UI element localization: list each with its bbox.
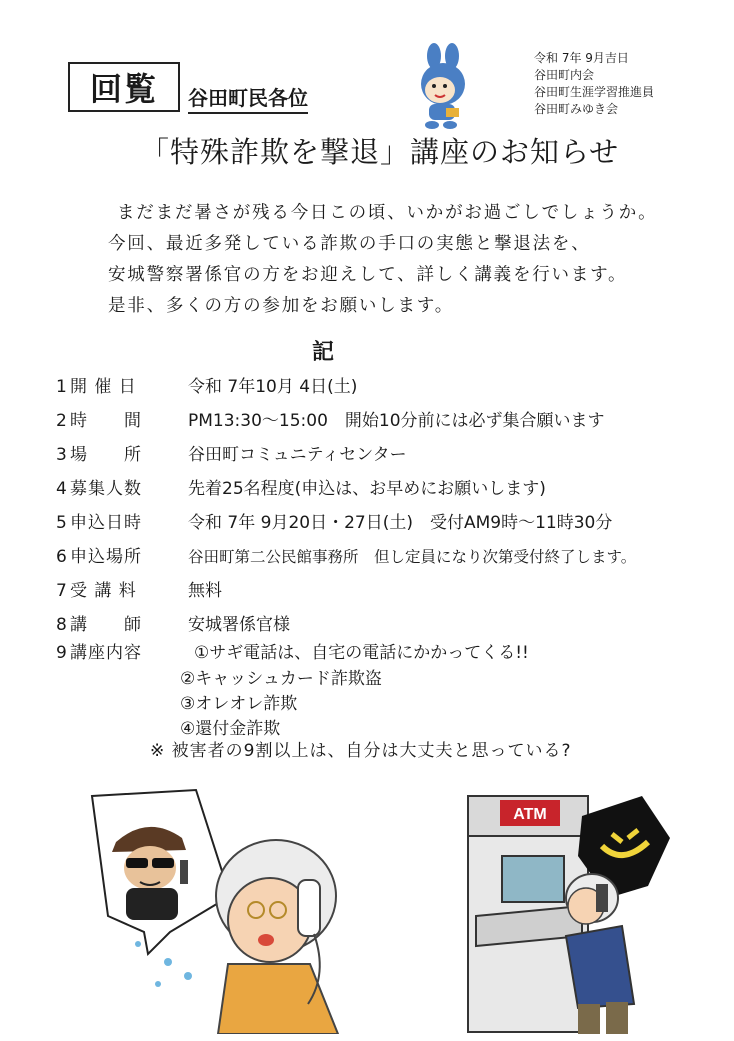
scam-call-illustration xyxy=(78,784,378,1034)
item-course-content xyxy=(56,638,529,663)
item-num: 6 xyxy=(56,547,67,567)
item-label: 場 所 xyxy=(70,445,142,465)
issuer-3: 谷田町みゆき会 xyxy=(534,102,619,116)
item-application-place xyxy=(56,542,636,567)
item-value: 安城署係官様 xyxy=(188,615,290,635)
item-label: 時 間 xyxy=(70,411,142,431)
item-capacity xyxy=(56,474,546,499)
item-num: 3 xyxy=(56,445,67,465)
item-num: 1 xyxy=(56,377,67,397)
item-date xyxy=(56,372,357,397)
item-num: 7 xyxy=(56,581,67,601)
item-value: ①サギ電話は、自宅の電話にかかってくる!! xyxy=(194,643,529,663)
item-fee xyxy=(56,576,222,601)
item-label: 申込場所 xyxy=(70,547,142,567)
issuer-2: 谷田町生涯学習推進員 xyxy=(534,85,655,99)
mascot-illustration xyxy=(412,42,474,132)
course-item-4: ④還付金詐欺 xyxy=(180,719,281,739)
issuer-block xyxy=(534,50,654,118)
addressee: 谷田町民各位 xyxy=(188,82,308,114)
item-value: 令和 7年 9月20日・27日(土) 受付AM9時〜11時30分 xyxy=(188,513,613,533)
item-label: 開 催 日 xyxy=(70,377,137,397)
ki-heading: 記 xyxy=(312,340,335,365)
item-value: PM13:30〜15:00 開始10分前には必ず集合願います xyxy=(188,411,605,431)
warning-note: ※ 被害者の9割以上は、自分は大丈夫と思っている? xyxy=(150,741,572,761)
item-time xyxy=(56,406,605,431)
atm-label: ATM xyxy=(513,806,547,823)
item-application-date xyxy=(56,508,612,533)
item-value: 谷田町コミュニティセンター xyxy=(188,445,407,465)
item-value: 谷田町第二公民館事務所 但し定員になり次第受付終了します。 xyxy=(188,548,637,566)
item-value: 先着25名程度(申込は、お早めにお願いします) xyxy=(188,479,546,499)
item-num: 5 xyxy=(56,513,67,533)
item-num: 4 xyxy=(56,479,67,499)
intro-text xyxy=(108,198,657,322)
item-label: 募集人数 xyxy=(70,479,142,499)
item-label: 受 講 料 xyxy=(70,581,137,601)
notice-title: 「特殊詐欺を撃退」講座のお知らせ xyxy=(140,135,620,169)
intro-line-4: 是非、多くの方の参加をお願いします。 xyxy=(108,296,454,316)
kairan-label: 回覧 xyxy=(68,62,180,112)
item-num: 8 xyxy=(56,615,67,635)
item-label: 講座内容 xyxy=(70,643,142,663)
course-item-3: ③オレオレ詐欺 xyxy=(180,694,298,714)
item-num: 2 xyxy=(56,411,67,431)
intro-line-3: 安城警察署係官の方をお迎えして、詳しく講義を行います。 xyxy=(108,265,628,285)
course-item-2: ②キャッシュカード詐欺盗 xyxy=(180,669,382,689)
item-value: 令和 7年10月 4日(土) xyxy=(188,377,358,397)
issuer-1: 谷田町内会 xyxy=(534,68,595,82)
intro-line-1: まだまだ暑さが残る今日この頃、いかがお過ごしでしょうか。 xyxy=(117,203,658,223)
intro-line-2: 今回、最近多発している詐欺の手口の実態と撃退法を、 xyxy=(108,234,591,254)
atm-illustration xyxy=(462,786,682,1036)
item-num: 9 xyxy=(56,643,67,663)
item-place xyxy=(56,440,407,465)
item-lecturer xyxy=(56,610,290,635)
issue-date: 令和 7年 9月吉日 xyxy=(534,51,629,65)
item-value: 無料 xyxy=(188,581,222,601)
item-label: 申込日時 xyxy=(70,513,142,533)
item-label: 講 師 xyxy=(70,615,142,635)
